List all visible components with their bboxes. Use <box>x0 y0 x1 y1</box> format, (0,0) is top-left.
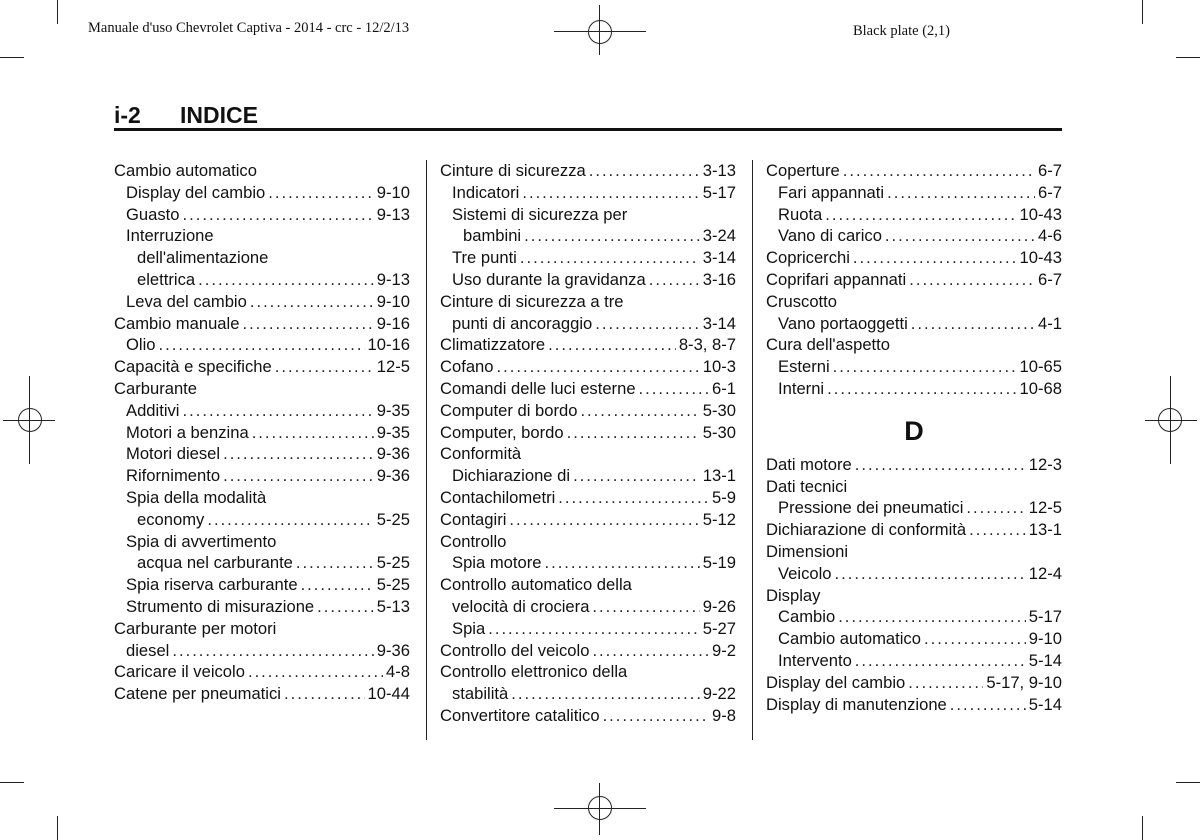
index-entry-page: 9-36 <box>376 466 410 486</box>
dot-leader <box>909 269 1035 291</box>
index-entry-text: Controllo automatico della <box>440 575 632 595</box>
index-entry-text: Uso durante la gravidanza <box>452 269 646 289</box>
index-entry-text: Cofano <box>440 357 494 377</box>
dot-leader <box>853 247 1017 269</box>
index-entry-text: Dati tecnici <box>766 476 848 496</box>
index-entry-page: 3-24 <box>702 226 736 246</box>
index-entry-text: economy <box>137 509 205 529</box>
index-entry <box>114 204 410 226</box>
index-entry <box>766 650 1062 672</box>
dot-leader <box>296 552 374 574</box>
index-entry-text: Guasto <box>126 204 180 224</box>
index-entry-text: Dimensioni <box>766 541 849 561</box>
index-entry-text: velocità di crociera <box>452 596 590 616</box>
index-entry <box>114 334 410 356</box>
index-entry <box>766 269 1062 291</box>
column-divider <box>426 160 427 740</box>
index-entry-text: punti di ancoraggio <box>452 313 593 333</box>
index-entry-text: Carburante <box>114 378 198 398</box>
index-entry-text: Contachilometri <box>440 487 556 507</box>
index-entry-text: Fari appannati <box>778 182 885 202</box>
index-entry <box>766 182 1062 204</box>
index-entry-page: 13-1 <box>702 466 736 486</box>
dot-leader <box>522 182 699 204</box>
index-entry <box>766 628 1062 650</box>
index-entry-page: 9-8 <box>712 705 736 725</box>
index-entry-text: Cruscotto <box>766 291 838 311</box>
index-entry <box>440 291 736 313</box>
index-entry-page: 5-27 <box>702 618 736 638</box>
index-entry <box>440 640 736 662</box>
index-entry-text: Cura dell'aspetto <box>766 335 891 355</box>
index-entry-text: Controllo elettronico della <box>440 662 628 682</box>
index-entry-page: 4-1 <box>1038 313 1062 333</box>
dot-leader <box>911 313 1035 335</box>
index-entry <box>766 519 1062 541</box>
index-entry-page: 5-17, 9-10 <box>986 672 1062 692</box>
index-entry <box>766 313 1062 335</box>
index-entry <box>440 400 736 422</box>
index-entry <box>114 487 410 509</box>
index-entry-page: 12-3 <box>1028 454 1062 474</box>
dot-leader <box>242 313 373 335</box>
index-entry <box>440 596 736 618</box>
index-entry <box>766 694 1062 716</box>
index-entry-text: Esterni <box>778 357 830 377</box>
index-entry-page: 10-44 <box>367 684 410 704</box>
dot-leader <box>183 204 374 226</box>
index-entry-page: 9-13 <box>376 204 410 224</box>
index-entry <box>114 574 410 596</box>
dot-leader <box>950 694 1026 716</box>
dot-leader <box>825 204 1016 226</box>
index-entry <box>440 443 736 465</box>
index-entry <box>440 160 736 182</box>
index-entry-text: Olio <box>126 335 156 355</box>
index-entry-text: Vano di carico <box>778 226 882 246</box>
index-entry <box>440 182 736 204</box>
dot-leader <box>969 519 1026 541</box>
index-entry-page: 10-65 <box>1019 357 1062 377</box>
index-entry-page: 5-30 <box>702 422 736 442</box>
title-rule <box>114 128 1062 131</box>
index-entry-text: Indicatori <box>452 182 520 202</box>
index-entry-page: 9-35 <box>376 400 410 420</box>
dot-leader <box>603 705 709 727</box>
index-entry-text: Display del cambio <box>766 672 906 692</box>
index-entry <box>440 552 736 574</box>
index-entry <box>766 160 1062 182</box>
index-entry-page: 12-5 <box>376 357 410 377</box>
index-entry <box>440 247 736 269</box>
dot-leader <box>649 269 700 291</box>
dot-leader <box>159 334 365 356</box>
index-entry <box>440 705 736 727</box>
dot-leader <box>520 247 700 269</box>
index-entry-page: 5-17 <box>702 182 736 202</box>
index-entry <box>766 476 1062 498</box>
index-entry <box>114 509 410 531</box>
index-entry-text: diesel <box>126 640 170 660</box>
index-entry-page: 13-1 <box>1028 520 1062 540</box>
header-left-text: Manuale d'uso Chevrolet Captiva - 2014 - crc - 12/2/13 <box>88 20 410 36</box>
dot-leader <box>595 313 700 335</box>
index-entry <box>114 400 410 422</box>
dot-leader <box>183 400 374 422</box>
index-entry-text: Computer, bordo <box>440 422 564 442</box>
index-entry <box>766 541 1062 563</box>
index-entry-text: Dichiarazione di conformità <box>766 520 967 540</box>
dot-leader <box>268 182 374 204</box>
dot-leader <box>252 422 374 444</box>
dot-leader <box>317 596 374 618</box>
index-entry <box>766 563 1062 585</box>
dot-leader <box>301 574 374 596</box>
dot-leader <box>248 661 383 683</box>
page-number: i-2 <box>114 102 141 128</box>
index-entry <box>440 487 736 509</box>
index-entry-text: Cinture di sicurezza a tre <box>440 291 624 311</box>
index-entry-page: 5-19 <box>702 553 736 573</box>
index-entry <box>440 422 736 444</box>
index-entry-text: Dichiarazione di <box>452 466 571 486</box>
index-entry <box>440 204 736 226</box>
dot-leader <box>843 160 1035 182</box>
dot-leader <box>275 356 374 378</box>
index-entry-page: 9-35 <box>376 422 410 442</box>
index-entry-text: Interni <box>778 378 825 398</box>
index-entry-page: 6-7 <box>1038 161 1062 180</box>
index-entry-page: 6-1 <box>712 378 736 398</box>
index-entry-page: 3-16 <box>702 269 736 289</box>
index-entry <box>114 443 410 465</box>
index-entry-text: Controllo <box>440 531 507 551</box>
index-entry-text: Pressione dei pneumatici <box>778 498 964 518</box>
index-entry <box>114 422 410 444</box>
index-entry-page: 5-13 <box>376 596 410 616</box>
dot-leader <box>835 563 1026 585</box>
dot-leader <box>855 650 1026 672</box>
index-entry <box>440 465 736 487</box>
index-entry <box>766 291 1062 313</box>
index-entry <box>440 661 736 683</box>
index-entry <box>114 661 410 683</box>
index-entry-page: 3-14 <box>702 313 736 333</box>
index-entry-text: acqua nel carburante <box>137 553 293 573</box>
index-entry-text: Motori diesel <box>126 444 221 464</box>
index-entry-text: Interruzione <box>126 226 214 246</box>
index-entry <box>114 465 410 487</box>
index-entry <box>114 640 410 662</box>
index-entry-text: Conformità <box>440 444 522 464</box>
index-entry-text: Cambio manuale <box>114 313 240 333</box>
index-entry <box>766 497 1062 519</box>
dot-leader <box>284 683 365 705</box>
index-entry-text: Convertitore catalitico <box>440 705 600 725</box>
index-entry-page: 5-30 <box>702 400 736 420</box>
index-entry-text: Controllo del veicolo <box>440 640 590 660</box>
index-entry-text: Spia riserva carburante <box>126 575 298 595</box>
index-entry-text: Vano portaoggetti <box>778 313 908 333</box>
dot-leader <box>497 356 700 378</box>
index-entry-page: 3-14 <box>702 248 736 268</box>
index-entry-page: 4-6 <box>1038 226 1062 246</box>
index-entry-text: Capacità e specifiche <box>114 357 272 377</box>
index-entry-text: Strumento di misurazione <box>126 596 315 616</box>
dot-leader <box>511 683 700 705</box>
index-column-1 <box>114 160 410 705</box>
index-entry-page: 8-3, 8-7 <box>678 335 736 355</box>
index-entry-page: 9-10 <box>376 182 410 202</box>
index-entry-text: Sistemi di sicurezza per <box>452 204 628 224</box>
index-entry-page: 9-16 <box>376 313 410 333</box>
index-entry-text: Intervento <box>778 650 852 670</box>
dot-leader <box>592 596 699 618</box>
index-entry <box>766 378 1062 400</box>
index-entry <box>440 509 736 531</box>
index-entry <box>766 204 1062 226</box>
index-entry-page: 4-8 <box>386 662 410 682</box>
index-entry-text: dell'alimentazione <box>137 248 269 268</box>
index-entry <box>114 531 410 553</box>
header-right-text: Black plate (2,1) <box>852 23 950 39</box>
index-entry-text: Caricare il veicolo <box>114 662 245 682</box>
index-entry <box>440 683 736 705</box>
dot-leader <box>207 509 373 531</box>
index-entry <box>114 313 410 335</box>
index-column-2 <box>440 160 736 727</box>
dot-leader <box>567 422 700 444</box>
index-entry-page: 9-36 <box>376 444 410 464</box>
index-entry-text: Display del cambio <box>126 182 266 202</box>
index-entry <box>440 531 736 553</box>
index-entry-text: stabilità <box>452 684 509 704</box>
index-entry-text: Leva del cambio <box>126 291 247 311</box>
index-entry-page: 9-36 <box>376 640 410 660</box>
index-entry <box>114 247 410 269</box>
index-entry-text: Spia di avvertimento <box>126 531 277 551</box>
dot-leader <box>548 334 676 356</box>
dot-leader <box>580 400 699 422</box>
index-entry-text: Computer di bordo <box>440 400 578 420</box>
index-entry-page: 10-68 <box>1019 378 1062 398</box>
index-entry-page: 5-25 <box>376 553 410 573</box>
index-entry <box>766 585 1062 607</box>
index-entry <box>766 356 1062 378</box>
dot-leader <box>544 552 699 574</box>
dot-leader <box>223 465 374 487</box>
index-entry-text: Comandi delle luci esterne <box>440 378 636 398</box>
index-entry <box>114 683 410 705</box>
index-entry-text: bambini <box>463 226 522 246</box>
dot-leader <box>838 606 1026 628</box>
index-entry <box>440 225 736 247</box>
index-entry-text: Cambio <box>778 607 836 627</box>
index-column-3 <box>766 160 1062 715</box>
index-entry-page: 9-13 <box>376 269 410 289</box>
dot-leader <box>966 497 1025 519</box>
index-entry-text: Tre punti <box>452 248 517 268</box>
column-divider <box>752 160 753 740</box>
index-entry-page: 9-10 <box>1028 629 1062 649</box>
dot-leader <box>573 465 700 487</box>
index-entry <box>766 606 1062 628</box>
index-entry-page: 5-14 <box>1028 650 1062 670</box>
index-entry <box>114 618 410 640</box>
page-title: INDICE <box>180 102 258 128</box>
index-entry <box>440 356 736 378</box>
dot-leader <box>488 618 700 640</box>
index-entry-text: Cambio automatico <box>114 161 257 180</box>
index-entry-page: 5-12 <box>702 509 736 529</box>
index-entry-page: 9-10 <box>376 291 410 311</box>
dot-leader <box>198 269 374 291</box>
index-entry <box>766 454 1062 476</box>
index-entry <box>440 378 736 400</box>
index-entry-text: Dati motore <box>766 454 852 474</box>
dot-leader <box>887 182 1035 204</box>
dot-leader <box>908 672 983 694</box>
index-entry-page: 9-22 <box>702 684 736 704</box>
index-entry-page: 9-26 <box>702 596 736 616</box>
dot-leader <box>855 454 1026 476</box>
index-entry-text: Contagiri <box>440 509 507 529</box>
dot-leader <box>223 443 374 465</box>
index-entry <box>114 552 410 574</box>
index-entry-page: 6-7 <box>1038 182 1062 202</box>
index-entry-page: 10-3 <box>702 357 736 377</box>
index-entry-text: Coperture <box>766 161 840 180</box>
index-entry-text: Additivi <box>126 400 180 420</box>
index-entry <box>766 225 1062 247</box>
index-entry-text: Carburante per motori <box>114 618 277 638</box>
index-entry <box>440 334 736 356</box>
index-entry-page: 10-43 <box>1019 248 1062 268</box>
index-entry-page: 12-5 <box>1028 498 1062 518</box>
index-entry-page: 5-14 <box>1028 694 1062 714</box>
index-entry-text: Cinture di sicurezza <box>440 161 586 180</box>
index-entry <box>440 618 736 640</box>
dot-leader <box>592 640 709 662</box>
dot-leader <box>833 356 1017 378</box>
dot-leader <box>524 225 700 247</box>
index-entry <box>766 672 1062 694</box>
index-entry-page: 9-2 <box>712 640 736 660</box>
index-entry-text: Veicolo <box>778 563 832 583</box>
index-entry <box>766 247 1062 269</box>
index-entry-page: 5-17 <box>1028 607 1062 627</box>
index-entry-text: Ruota <box>778 204 823 224</box>
index-entry-text: Display <box>766 585 821 605</box>
index-entry-text: Catene per pneumatici <box>114 684 281 704</box>
index-entry-page: 6-7 <box>1038 269 1062 289</box>
index-entry <box>114 356 410 378</box>
index-entry <box>114 378 410 400</box>
index-entry-page: 10-43 <box>1019 204 1062 224</box>
dot-leader <box>924 628 1026 650</box>
index-entry <box>114 291 410 313</box>
dot-leader <box>172 640 373 662</box>
dot-leader <box>885 225 1035 247</box>
dot-leader <box>250 291 374 313</box>
index-entry-text: Coprifari appannati <box>766 269 907 289</box>
index-entry <box>114 269 410 291</box>
index-entry-page: 10-16 <box>367 335 410 355</box>
dot-leader <box>509 509 699 531</box>
section-letter: D <box>904 415 924 446</box>
dot-leader <box>558 487 709 509</box>
index-entry-page: 12-4 <box>1028 563 1062 583</box>
index-entry <box>114 182 410 204</box>
index-entry-text: Spia della modalità <box>126 487 267 507</box>
index-entry <box>440 574 736 596</box>
index-entry-text: Spia motore <box>452 553 542 573</box>
index-entry-text: Climatizzatore <box>440 335 546 355</box>
index-entry <box>766 334 1062 356</box>
index-entry-text: Spia <box>452 618 486 638</box>
index-entry <box>114 160 410 182</box>
index-entry-text: Display di manutenzione <box>766 694 947 714</box>
index-entry <box>114 596 410 618</box>
dot-leader <box>827 378 1016 400</box>
index-entry-text: Motori a benzina <box>126 422 249 442</box>
index-entry <box>440 313 736 335</box>
index-entry-text: elettrica <box>137 269 196 289</box>
dot-leader <box>639 378 709 400</box>
index-entry-text: Copricerchi <box>766 248 850 268</box>
index-entry-page: 3-13 <box>702 161 736 180</box>
index-entry-text: Cambio automatico <box>778 629 921 649</box>
index-entry <box>440 269 736 291</box>
index-entry-page: 5-25 <box>376 509 410 529</box>
index-entry <box>114 225 410 247</box>
index-entry-text: Rifornimento <box>126 466 221 486</box>
dot-leader <box>589 160 700 182</box>
index-entry-page: 5-25 <box>376 575 410 595</box>
index-entry-page: 5-9 <box>712 487 736 507</box>
